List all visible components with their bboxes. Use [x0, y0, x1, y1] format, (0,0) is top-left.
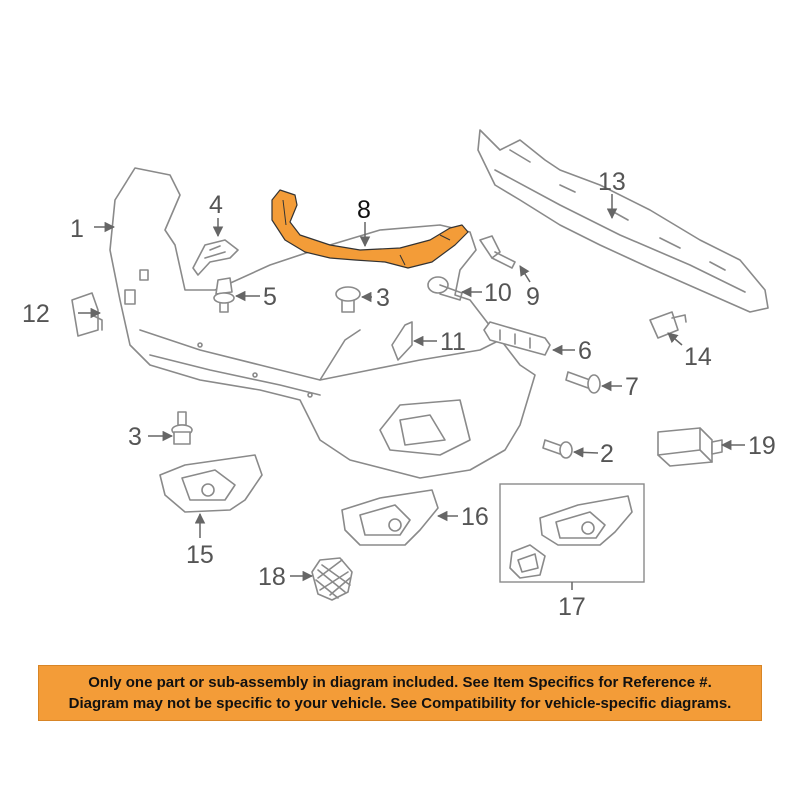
- part-13-reinforcement: [478, 130, 768, 312]
- part-3-upper-clip: [336, 287, 360, 312]
- callout-6: 6: [578, 337, 592, 365]
- callout-3-upper: 3: [376, 284, 390, 312]
- part-16-fog-bezel-right: [342, 490, 438, 545]
- callout-9: 9: [526, 283, 540, 311]
- callout-3-lower: 3: [128, 423, 142, 451]
- part-6-retainer: [484, 322, 550, 355]
- callout-8: 8: [357, 196, 371, 224]
- disclaimer-line-1: Only one part or sub-assembly in diagram included. See Item Specifics for Reference #.: [88, 674, 712, 691]
- part-18-grille-plug: [312, 558, 352, 600]
- part-5-bolt: [214, 278, 234, 312]
- callout-4: 4: [209, 191, 223, 219]
- callout-7: 7: [625, 373, 639, 401]
- part-3-lower-bolt: [172, 412, 192, 444]
- disclaimer-banner: [38, 665, 762, 721]
- callout-18: 18: [258, 563, 286, 591]
- part-15-fog-bezel-left: [160, 455, 262, 512]
- callout-13: 13: [598, 168, 626, 196]
- callout-17: 17: [558, 593, 586, 621]
- part-11-cover: [392, 322, 412, 360]
- disclaimer-line-2: Diagram may not be specific to your vehicle. See Compatibility for vehicle-specific diagrams.: [68, 695, 732, 712]
- callout-2: 2: [600, 440, 614, 468]
- callout-19: 19: [748, 432, 776, 460]
- part-7-screw: [566, 372, 600, 393]
- part-14-bolt: [650, 312, 686, 338]
- part-17-assembly-box: [500, 484, 644, 590]
- part-2-screw: [543, 440, 572, 458]
- callout-14: 14: [684, 343, 712, 371]
- callout-15: 15: [186, 541, 214, 569]
- part-12-bracket: [72, 293, 102, 336]
- callout-12: 12: [22, 300, 50, 328]
- callout-1: 1: [70, 215, 84, 243]
- callout-11: 11: [440, 328, 466, 356]
- part-4-clip: [193, 240, 238, 275]
- callout-labels: [22, 168, 776, 621]
- callout-16: 16: [461, 503, 489, 531]
- part-19-sensor: [658, 428, 722, 466]
- part-9-bolt: [480, 236, 515, 268]
- callout-10: 10: [484, 279, 512, 307]
- callout-5: 5: [263, 283, 277, 311]
